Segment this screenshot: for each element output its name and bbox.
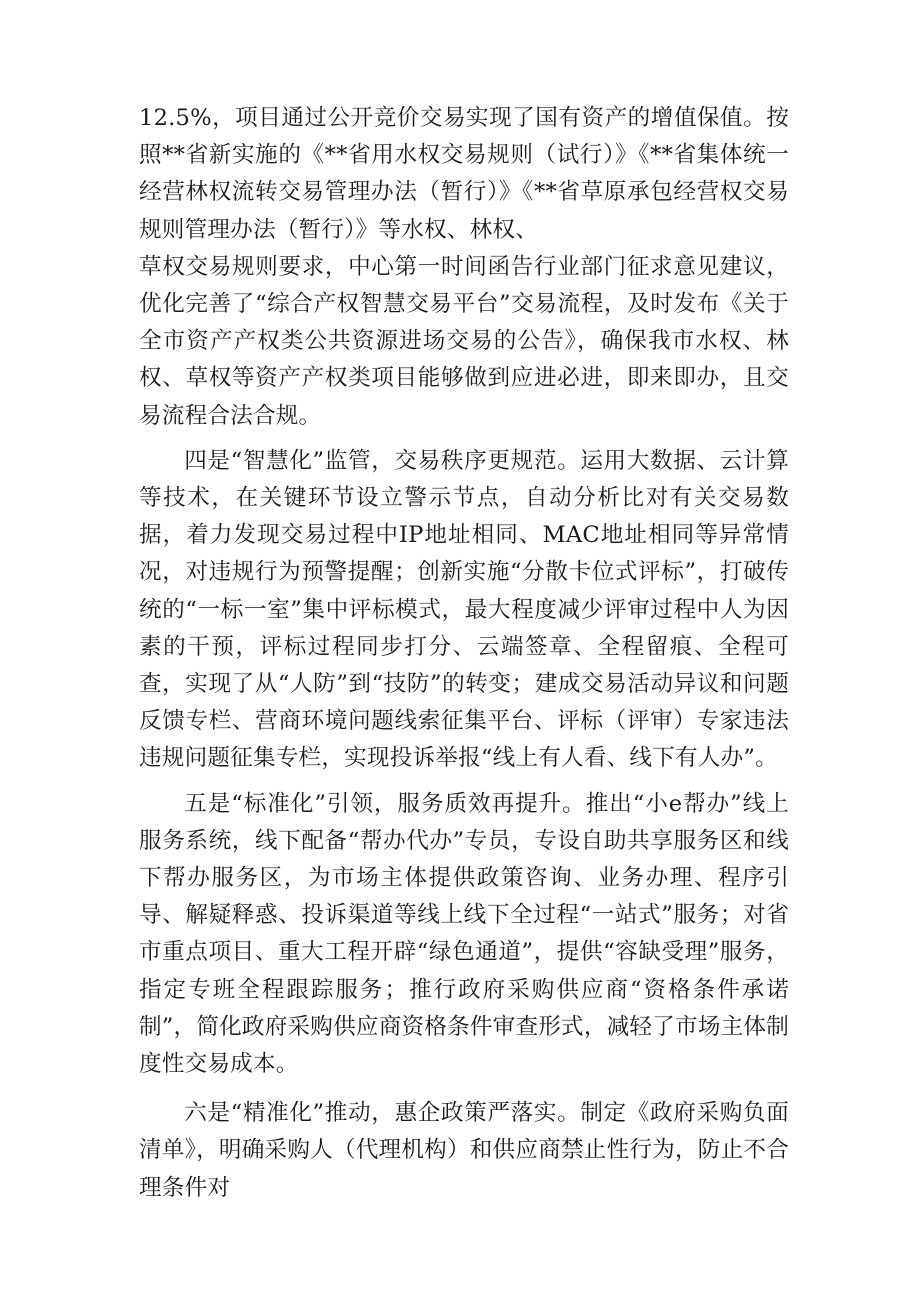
paragraph-smart-supervision: 四是“智慧化”监管，交易秩序更规范。运用大数据、云计算等技术，在关键环节设立警示节点，自动分析比对有关交易数据，着力发现交易过程中IP地址相同、MAC地址相同等异常情况，对违规行为预警提醒；创新实施“分散卡位式评标”，打破传统的“一标一室”集中评标模式，最大程度减少评审过程中人为因素的干预，评标过程同步打分、云端签章、全程留痕、全程可查，实现了从“人防”到“技防”的转变；建成交易活动异议和问题反馈专栏、营商环境问题线索征集平台、评标（评审）专家违法违规问题征集专栏，实现投诉举报“线上有人看、线下有人办”。 [139, 447, 789, 772]
paragraph-continuation-water-forest-rights: 12.5%，项目通过公开竞价交易实现了国有资产的增值保值。按照**省新实施的《**省用水权交易规则（试行）》《**省集体统一经营林权流转交易管理办法（暂行）》《**省草原承包经营权交易规则管理办法（暂行）》等水权、林权、 [139, 105, 789, 243]
paragraph-standardized-service: 五是“标准化”引领，服务质效再提升。推出“小e帮办”线上服务系统，线下配备“帮办代办”专员，专设自助共享服务区和线下帮办服务区，为市场主体提供政策咨询、业务办理、程序引导、解疑释惑、投诉渠道等线上线下全过程“一站式”服务；对省市重点项目、重大工程开辟“绿色通道”，提供“容缺受理”服务，指定专班全程跟踪服务；推行政府采购供应商“资格条件承诺制”，简化政府采购供应商资格条件审查形式，减轻了市场主体制度性交易成本。 [139, 790, 789, 1078]
paragraph-grass-rights-rules: 草权交易规则要求，中心第一时间函告行业部门征求意见建议，优化完善了“综合产权智慧交易平台”交易流程，及时发布《关于全市资产产权类公共资源进场交易的公告》，确保我市水权、林权、草权等资产产权类项目能够做到应进必进，即来即办，且交易流程合法合规。 [139, 253, 789, 429]
document-body [139, 100, 789, 1207]
paragraph-precise-policy: 六是“精准化”推动，惠企政策严落实。制定《政府采购负面清单》，明确采购人（代理机构）和供应商禁止性行为，防止不合理条件对 [139, 1100, 789, 1201]
